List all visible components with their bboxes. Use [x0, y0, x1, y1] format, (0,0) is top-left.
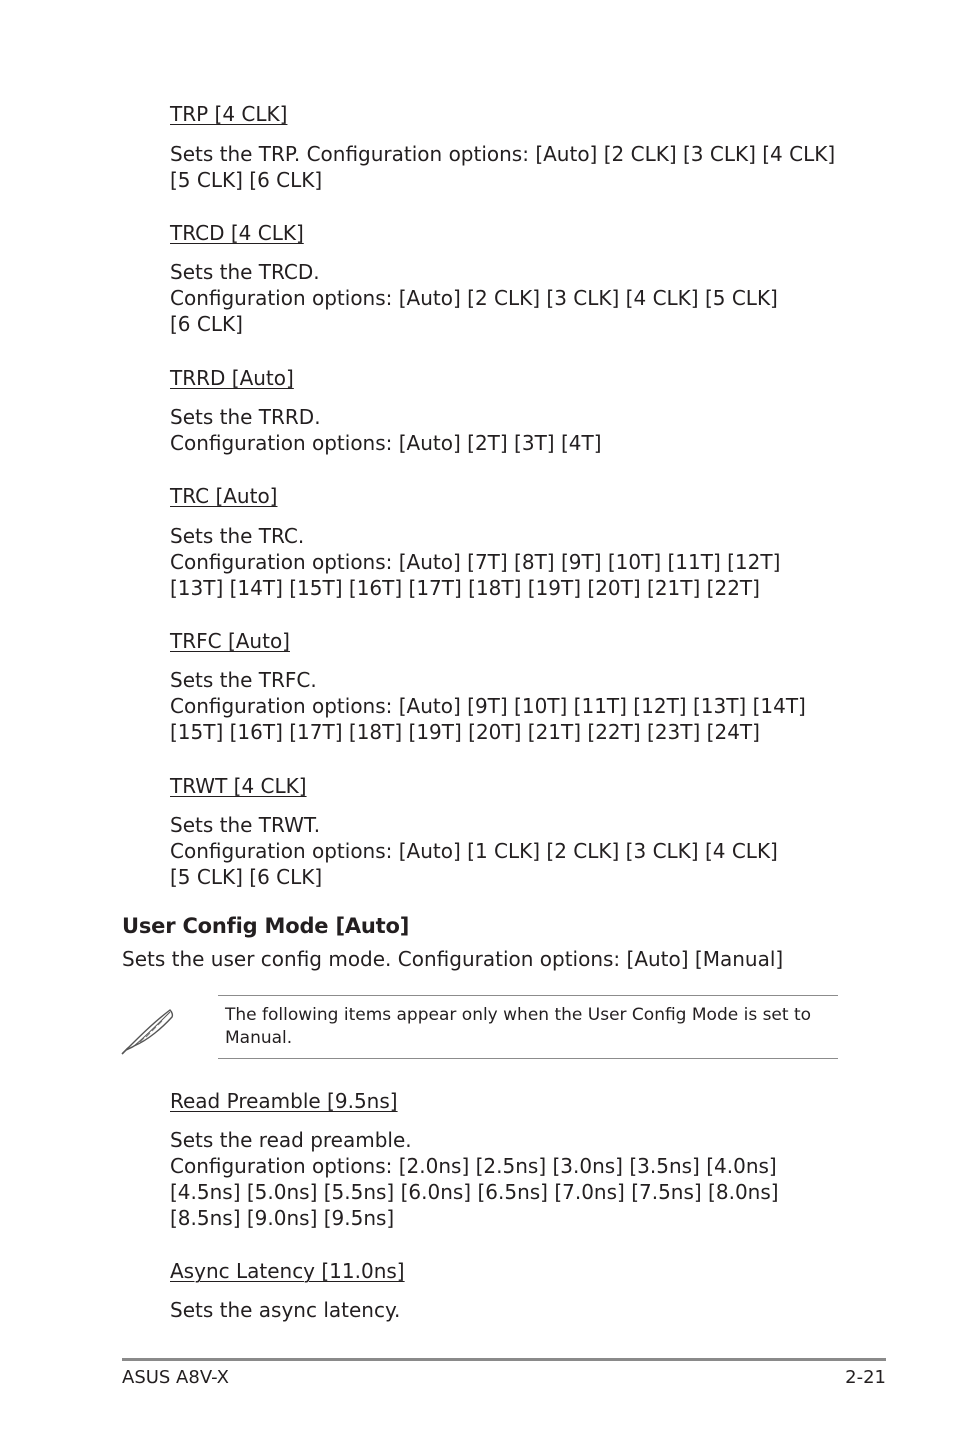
- item-description-read-preamble: [170, 1127, 850, 1231]
- description-line: Configuration options: [2.0ns] [2.5ns] [3.0ns] [3.5ns] [4.0ns]: [170, 1154, 777, 1178]
- item-description-async-latency: [170, 1297, 850, 1323]
- description-line: [8.5ns] [9.0ns] [9.5ns]: [170, 1206, 395, 1230]
- item-description-trp: [170, 141, 850, 193]
- footer-rule: [122, 1358, 886, 1361]
- note-top-rule: [218, 995, 838, 996]
- item-title-trc: TRC [Auto]: [170, 484, 278, 508]
- item-description-trc: [170, 523, 850, 601]
- item-title-trfc: TRFC [Auto]: [170, 629, 290, 653]
- description-line: Configuration options: [Auto] [7T] [8T] [9T] [10T] [11T] [12T]: [170, 550, 781, 574]
- note-bottom-rule: [218, 1058, 838, 1059]
- footer-page-number: 2-21: [845, 1367, 886, 1388]
- item-title-trrd: TRRD [Auto]: [170, 366, 294, 390]
- item-title-async-latency: Async Latency [11.0ns]: [170, 1259, 405, 1283]
- description-line: Sets the TRWT.: [170, 813, 321, 837]
- description-line: Sets the TRP. Configuration options: [Auto] [2 CLK] [3 CLK] [4 CLK]: [170, 142, 836, 166]
- item-title-trcd: TRCD [4 CLK]: [170, 221, 304, 245]
- description-line: [5 CLK] [6 CLK]: [170, 168, 323, 192]
- footer-product-name: ASUS A8V-X: [122, 1367, 230, 1388]
- description-line: Sets the async latency.: [170, 1298, 401, 1322]
- description-line: Sets the TRFC.: [170, 668, 317, 692]
- description-line: Configuration options: [Auto] [2T] [3T] [4T]: [170, 431, 602, 455]
- description-line: [6 CLK]: [170, 312, 243, 336]
- item-title-read-preamble: Read Preamble [9.5ns]: [170, 1089, 398, 1113]
- note-text: The following items appear only when the User Config Mode is set to Manual.: [225, 1005, 812, 1048]
- description-line: [4.5ns] [5.0ns] [5.5ns] [6.0ns] [6.5ns] [7.0ns] [7.5ns] [8.0ns]: [170, 1180, 779, 1204]
- description-line: Configuration options: [Auto] [9T] [10T] [11T] [12T] [13T] [14T]: [170, 694, 806, 718]
- description-line: Sets the TRC.: [170, 524, 305, 548]
- description-line: [13T] [14T] [15T] [16T] [17T] [18T] [19T] [20T] [21T] [22T]: [170, 576, 760, 600]
- description-line: Sets the read preamble.: [170, 1128, 412, 1152]
- description-line: [15T] [16T] [17T] [18T] [19T] [20T] [21T] [22T] [23T] [24T]: [170, 720, 760, 744]
- description-line: Configuration options: [Auto] [1 CLK] [2 CLK] [3 CLK] [4 CLK]: [170, 839, 778, 863]
- item-description-trcd: [170, 259, 850, 337]
- section-description: Sets the user config mode. Configuration options: [Auto] [Manual]: [122, 947, 784, 971]
- description-line: Configuration options: [Auto] [2 CLK] [3 CLK] [4 CLK] [5 CLK]: [170, 286, 778, 310]
- item-title-trp: TRP [4 CLK]: [170, 102, 288, 126]
- pen-note-icon: [120, 1004, 176, 1056]
- description-line: Sets the TRRD.: [170, 405, 321, 429]
- item-description-trwt: [170, 812, 850, 890]
- item-description-trrd: [170, 404, 850, 456]
- description-line: [5 CLK] [6 CLK]: [170, 865, 323, 889]
- item-description-trfc: [170, 667, 850, 745]
- item-title-trwt: TRWT [4 CLK]: [170, 774, 307, 798]
- description-line: Sets the TRCD.: [170, 260, 320, 284]
- section-heading: User Config Mode [Auto]: [122, 914, 410, 938]
